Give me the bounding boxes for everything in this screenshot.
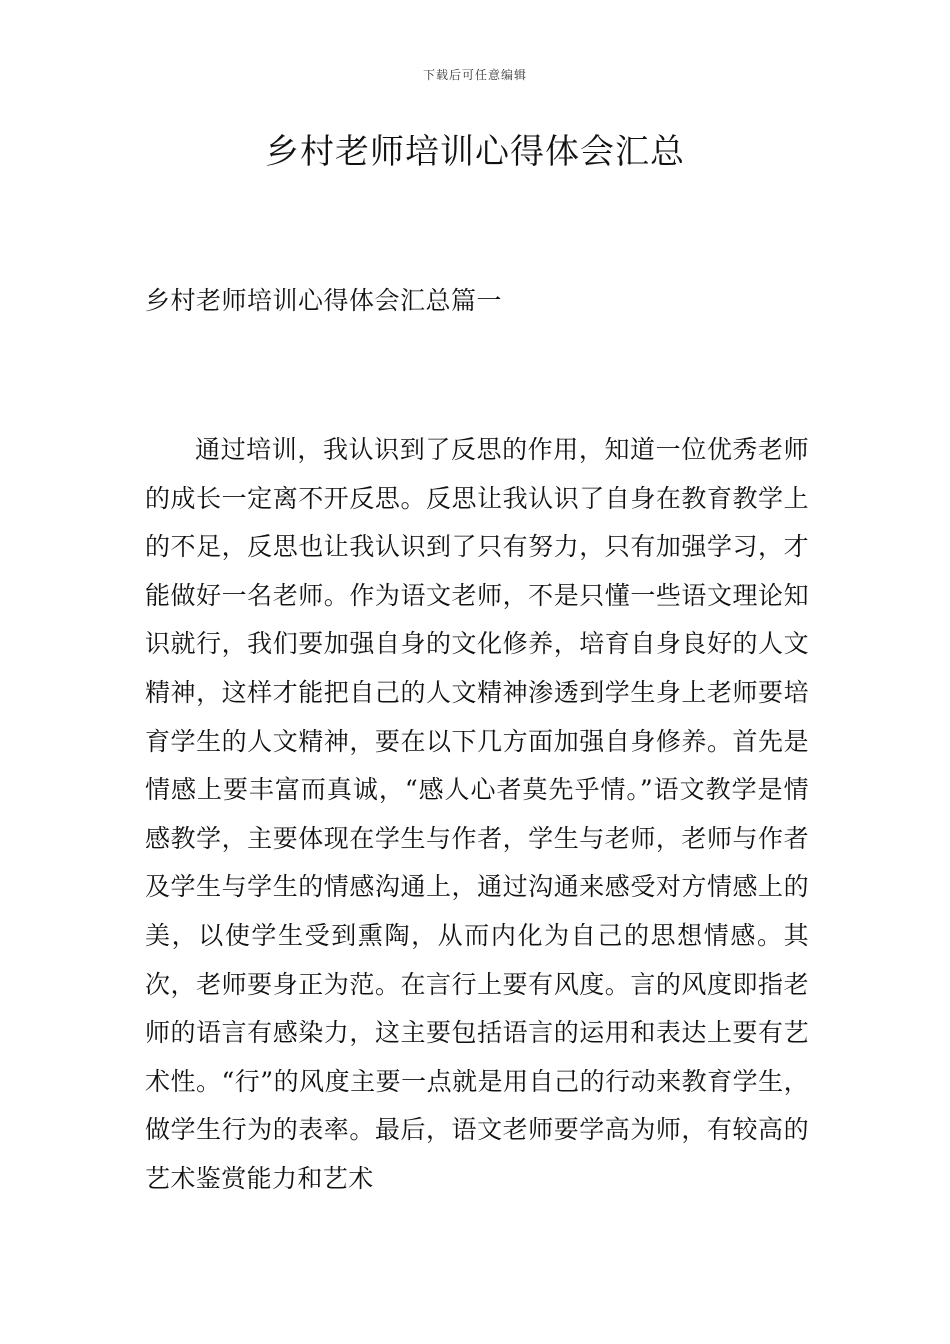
header-note: 下载后可任意编辑	[422, 68, 527, 82]
body-paragraph: 通过培训，我认识到了反思的作用，知道一位优秀老师的成长一定离不开反思。反思让我认识了自身在教育教学上的不足，反思也让我认识到了只有努力，只有加强学习，才能做好一名老师。作为语文老师，不是只懂一些语文理论知识就行，我们要加强自身的文化修养，培育自身良好的人文精神，这样才能把自己的人文精神渗透到学生身上老师要培育学生的人文精神，要在以下几方面加强自身修养。首先是情感上要丰富而真诚，“感人心者莫先乎情。”语文教学是情感教学，主要体现在学生与作者，学生与老师，老师与作者及学生与学生的情感沟通上，通过沟通来感受对方情感上的美，以使学生受到熏陶，从而内化为自己的思想情感。其次，老师要身正为范。在言行上要有风度。言的风度即指老师的语言有感染力，这主要包括语言的运用和表达上要有艺术性。“行”的风度主要一点就是用自己的行动来教育学生，做学生行为的表率。最后，语文老师要学高为师，有较高的艺术鉴赏能力和艺术	[145, 435, 809, 1193]
section-heading: 乡村老师培训心得体会汇总篇一	[145, 286, 503, 315]
document-title: 乡村老师培训心得体会汇总	[265, 132, 685, 172]
